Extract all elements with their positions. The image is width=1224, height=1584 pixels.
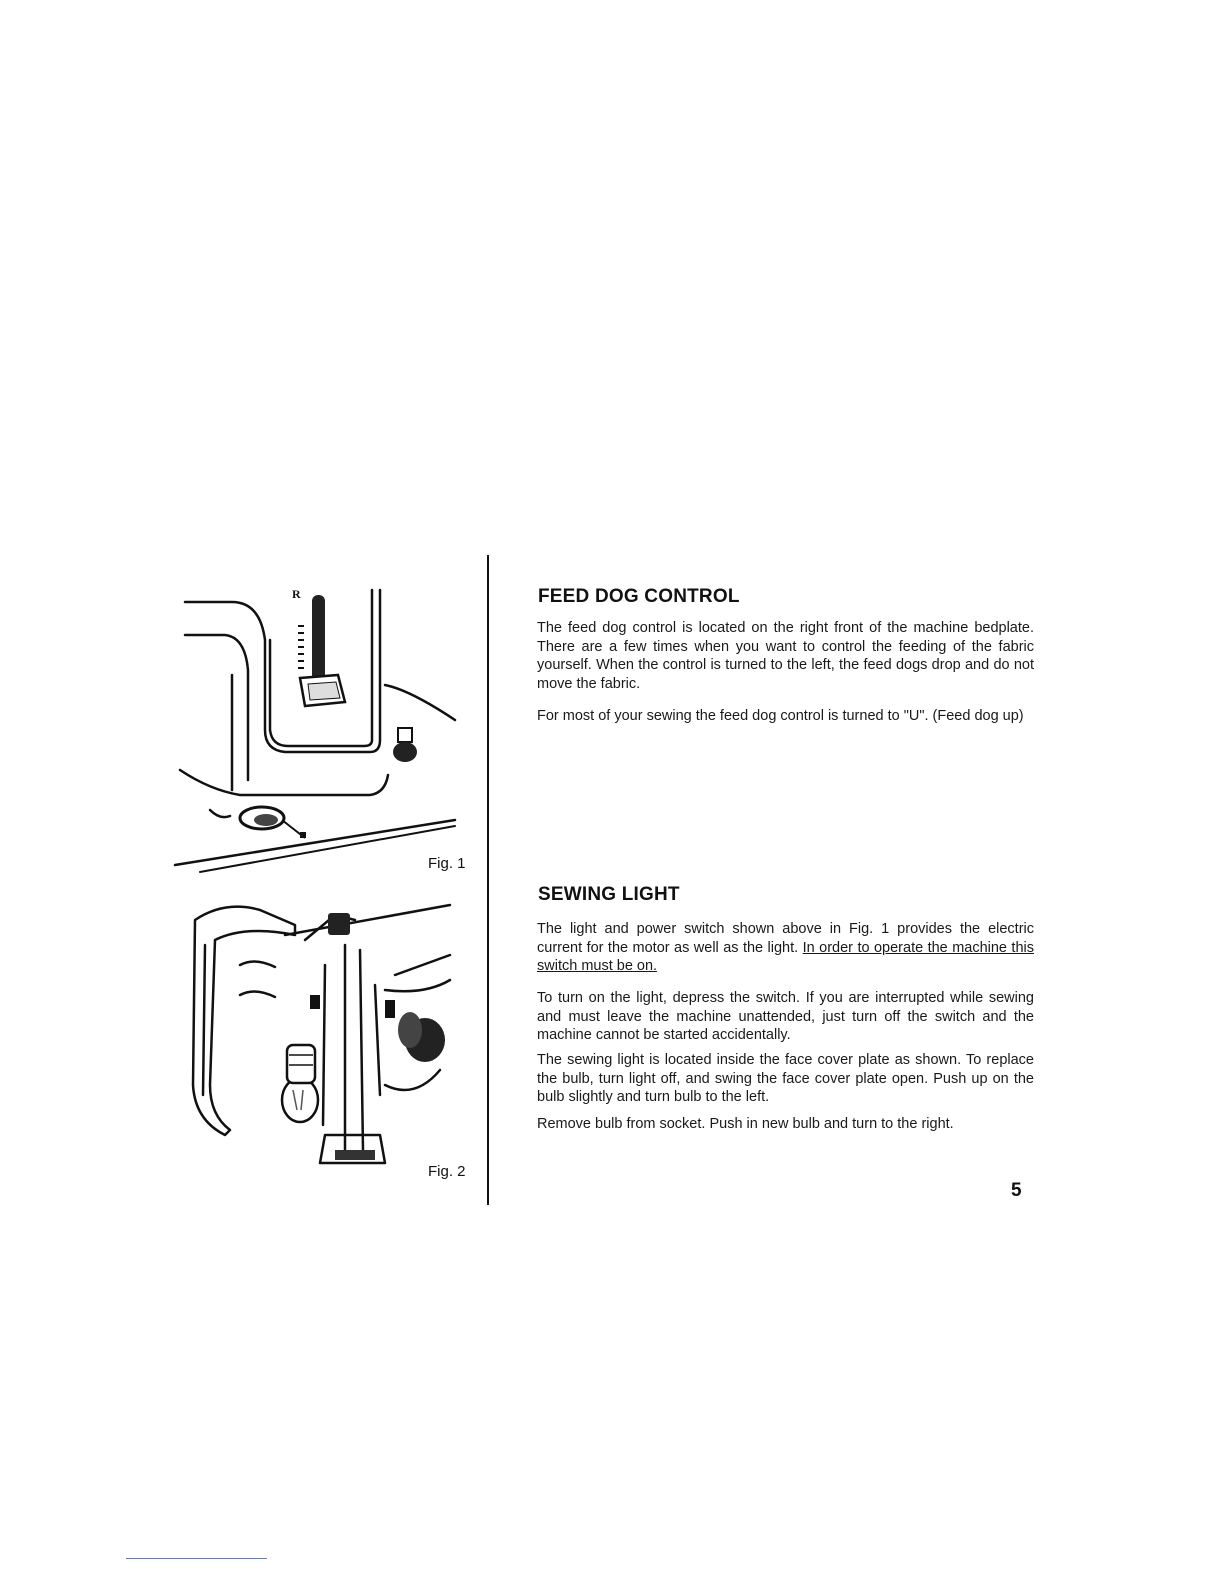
feed-dog-paragraph-1: The feed dog control is located on the right front of the machine bedplate. There are a few times when you want to control the feeding of the fabric yourself. When the control is turned to the left, the feed dogs drop and do not move the fabric. — [537, 620, 1034, 692]
bottom-rule — [126, 1558, 267, 1559]
feed-dog-paragraph-2: For most of your sewing the feed dog control is turned to "U". (Feed dog up) — [537, 708, 1024, 724]
sewing-light-paragraph-2: To turn on the light, depress the switch. If you are interrupted while sewing and must leave the machine unattended, just turn off the switch and the machine cannot be started accidentally. — [537, 990, 1034, 1043]
sewing-light-paragraph-4: Remove bulb from socket. Push in new bulb and turn to the right. — [537, 1116, 954, 1132]
fig1-slider-mark: R — [292, 587, 301, 601]
sewing-light-warning-underlined: In order to operate the machine this switch must be on. — [537, 939, 1035, 974]
sewing-light-heading: SEWING LIGHT — [538, 884, 680, 905]
sewing-light-paragraph-3: The sewing light is located inside the face cover plate as shown. To replace the bulb, turn light off, and swing the face cover plate open. Push up on the bulb slightly and turn bulb to the left. — [537, 1052, 1034, 1105]
sewing-light-paragraph-1-text: The light and power switch shown above in Fig. 1 provides the electric current for the motor as well as the light. — [537, 921, 1034, 956]
feed-dog-control-heading: FEED DOG CONTROL — [538, 586, 740, 607]
column-divider — [487, 555, 489, 1205]
feed-dog-knob-illustration — [393, 728, 417, 762]
figure-2-sewing-light-illustration — [185, 895, 460, 1185]
light-bulb-illustration — [282, 1045, 318, 1122]
page-number: 5 — [1011, 1180, 1022, 1201]
figure-1-feed-dog-illustration — [170, 580, 470, 880]
light-switch-illustration — [240, 807, 306, 838]
figure-2-label: Fig. 2 — [428, 1163, 466, 1180]
figure-1-label: Fig. 1 — [428, 855, 466, 872]
sewing-light-paragraph-1 — [537, 920, 1034, 976]
